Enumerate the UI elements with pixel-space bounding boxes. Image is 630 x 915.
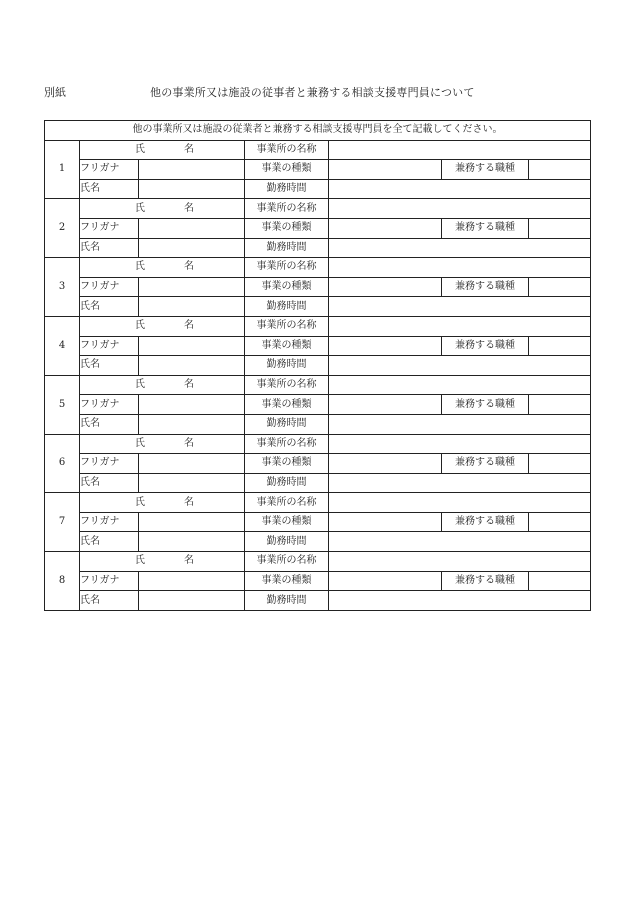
office-name-field[interactable] (329, 199, 591, 219)
furigana-field[interactable] (139, 277, 245, 297)
name-heading (80, 375, 245, 395)
work-hours-label: 勤務時間 (245, 473, 329, 493)
entry-number: 8 (45, 552, 80, 611)
furigana-label: フリガナ (80, 512, 139, 532)
name-heading-second: 名 (184, 202, 194, 214)
concurrent-job-label: 兼務する職種 (442, 571, 529, 591)
work-hours-label: 勤務時間 (245, 591, 329, 611)
work-hours-field[interactable] (329, 532, 591, 552)
work-hours-label: 勤務時間 (245, 297, 329, 317)
entry-number: 4 (45, 316, 80, 375)
office-name-field[interactable] (329, 375, 591, 395)
business-type-field[interactable] (329, 395, 442, 415)
name-heading (80, 552, 245, 572)
business-type-label: 事業の種類 (245, 277, 329, 297)
office-name-field[interactable] (329, 258, 591, 278)
name-label: 氏名 (80, 414, 139, 434)
business-type-field[interactable] (329, 160, 442, 180)
furigana-field[interactable] (139, 571, 245, 591)
form-instruction: 他の事業所又は施設の従業者と兼務する相談支援専門員を全て記載してください。 (45, 121, 591, 141)
business-type-field[interactable] (329, 512, 442, 532)
furigana-label: フリガナ (80, 218, 139, 238)
entry-number: 3 (45, 258, 80, 317)
name-heading-first: 氏 (135, 143, 145, 155)
furigana-label: フリガナ (80, 160, 139, 180)
work-hours-field[interactable] (329, 414, 591, 434)
name-heading-first: 氏 (135, 496, 145, 508)
furigana-field[interactable] (139, 512, 245, 532)
name-heading-first: 氏 (135, 261, 145, 273)
attachment-label: 別紙 (44, 86, 66, 99)
name-heading-second: 名 (184, 143, 194, 155)
office-name-field[interactable] (329, 493, 591, 513)
name-heading-first: 氏 (135, 379, 145, 391)
furigana-field[interactable] (139, 336, 245, 356)
staff-form-table (44, 120, 591, 611)
office-name-label: 事業所の名称 (245, 552, 329, 572)
work-hours-field[interactable] (329, 356, 591, 376)
concurrent-job-label: 兼務する職種 (442, 277, 529, 297)
entry-number: 2 (45, 199, 80, 258)
concurrent-job-field[interactable] (529, 277, 591, 297)
concurrent-job-field[interactable] (529, 336, 591, 356)
name-heading-second: 名 (184, 496, 194, 508)
work-hours-field[interactable] (329, 238, 591, 258)
name-field[interactable] (139, 297, 245, 317)
concurrent-job-label: 兼務する職種 (442, 454, 529, 474)
concurrent-job-field[interactable] (529, 218, 591, 238)
name-heading-second: 名 (184, 320, 194, 332)
entry-number: 7 (45, 493, 80, 552)
entry-number: 6 (45, 434, 80, 493)
business-type-field[interactable] (329, 571, 442, 591)
name-heading-second: 名 (184, 555, 194, 567)
name-field[interactable] (139, 179, 245, 199)
name-heading (80, 199, 245, 219)
office-name-label: 事業所の名称 (245, 140, 329, 160)
name-label: 氏名 (80, 532, 139, 552)
business-type-label: 事業の種類 (245, 336, 329, 356)
concurrent-job-field[interactable] (529, 571, 591, 591)
work-hours-label: 勤務時間 (245, 179, 329, 199)
business-type-label: 事業の種類 (245, 395, 329, 415)
business-type-label: 事業の種類 (245, 512, 329, 532)
concurrent-job-field[interactable] (529, 395, 591, 415)
office-name-field[interactable] (329, 140, 591, 160)
name-field[interactable] (139, 473, 245, 493)
furigana-field[interactable] (139, 218, 245, 238)
entry-number: 5 (45, 375, 80, 434)
name-label: 氏名 (80, 179, 139, 199)
name-label: 氏名 (80, 591, 139, 611)
work-hours-field[interactable] (329, 179, 591, 199)
business-type-label: 事業の種類 (245, 454, 329, 474)
name-field[interactable] (139, 356, 245, 376)
office-name-field[interactable] (329, 552, 591, 572)
concurrent-job-field[interactable] (529, 454, 591, 474)
furigana-field[interactable] (139, 454, 245, 474)
office-name-field[interactable] (329, 434, 591, 454)
work-hours-label: 勤務時間 (245, 532, 329, 552)
concurrent-job-field[interactable] (529, 160, 591, 180)
name-label: 氏名 (80, 356, 139, 376)
name-heading-second: 名 (184, 261, 194, 273)
document-title: 他の事業所又は施設の従事者と兼務する相談支援専門員について (150, 86, 475, 99)
business-type-label: 事業の種類 (245, 571, 329, 591)
furigana-label: フリガナ (80, 395, 139, 415)
office-name-label: 事業所の名称 (245, 493, 329, 513)
name-heading-second: 名 (184, 437, 194, 449)
name-field[interactable] (139, 414, 245, 434)
name-heading (80, 140, 245, 160)
office-name-label: 事業所の名称 (245, 375, 329, 395)
office-name-label: 事業所の名称 (245, 316, 329, 336)
work-hours-label: 勤務時間 (245, 356, 329, 376)
name-heading-first: 氏 (135, 555, 145, 567)
business-type-field[interactable] (329, 336, 442, 356)
office-name-label: 事業所の名称 (245, 258, 329, 278)
name-label: 氏名 (80, 297, 139, 317)
name-heading-first: 氏 (135, 202, 145, 214)
name-heading-first: 氏 (135, 437, 145, 449)
business-type-field[interactable] (329, 277, 442, 297)
office-name-label: 事業所の名称 (245, 199, 329, 219)
work-hours-label: 勤務時間 (245, 238, 329, 258)
office-name-field[interactable] (329, 316, 591, 336)
work-hours-field[interactable] (329, 473, 591, 493)
office-name-label: 事業所の名称 (245, 434, 329, 454)
name-label: 氏名 (80, 238, 139, 258)
furigana-field[interactable] (139, 395, 245, 415)
work-hours-field[interactable] (329, 297, 591, 317)
concurrent-job-label: 兼務する職種 (442, 336, 529, 356)
concurrent-job-field[interactable] (529, 512, 591, 532)
business-type-field[interactable] (329, 454, 442, 474)
name-heading (80, 493, 245, 513)
concurrent-job-label: 兼務する職種 (442, 160, 529, 180)
concurrent-job-label: 兼務する職種 (442, 395, 529, 415)
name-heading (80, 316, 245, 336)
concurrent-job-label: 兼務する職種 (442, 512, 529, 532)
name-field[interactable] (139, 238, 245, 258)
name-heading (80, 258, 245, 278)
name-heading-first: 氏 (135, 320, 145, 332)
entry-number: 1 (45, 140, 80, 199)
furigana-field[interactable] (139, 160, 245, 180)
furigana-label: フリガナ (80, 336, 139, 356)
name-field[interactable] (139, 591, 245, 611)
furigana-label: フリガナ (80, 277, 139, 297)
concurrent-job-label: 兼務する職種 (442, 218, 529, 238)
furigana-label: フリガナ (80, 571, 139, 591)
work-hours-field[interactable] (329, 591, 591, 611)
name-label: 氏名 (80, 473, 139, 493)
name-heading-second: 名 (184, 379, 194, 391)
name-heading (80, 434, 245, 454)
name-field[interactable] (139, 532, 245, 552)
work-hours-label: 勤務時間 (245, 414, 329, 434)
business-type-label: 事業の種類 (245, 218, 329, 238)
furigana-label: フリガナ (80, 454, 139, 474)
business-type-field[interactable] (329, 218, 442, 238)
business-type-label: 事業の種類 (245, 160, 329, 180)
